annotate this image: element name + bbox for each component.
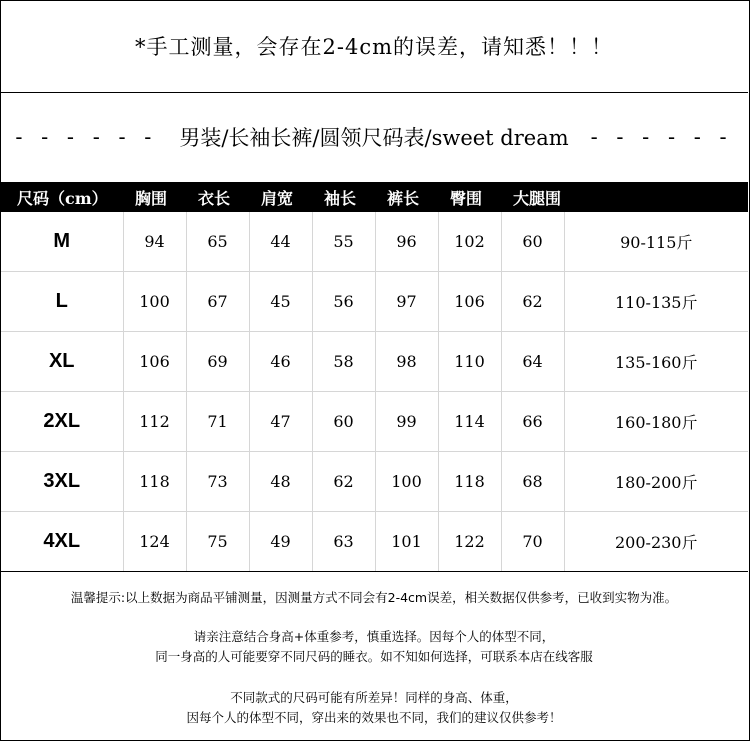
header-pants-length: 裤长 bbox=[375, 182, 438, 212]
table-cell: 100 bbox=[375, 452, 438, 512]
table-cell: 55 bbox=[312, 212, 375, 272]
footer-tip: 温馨提示:以上数据为商品平铺测量，因测量方式不同会有2-4cm误差，相关数据仅供参考，已收到实物为准。 bbox=[70, 590, 678, 605]
table-cell: 102 bbox=[438, 212, 501, 272]
size-label-cell: M bbox=[1, 212, 123, 272]
table-row bbox=[1, 392, 748, 452]
table-cell: 70 bbox=[501, 512, 564, 572]
size-label-cell: 2XL bbox=[1, 392, 123, 452]
header-shoulder: 肩宽 bbox=[249, 182, 312, 212]
table-cell: 64 bbox=[501, 332, 564, 392]
table-cell: 68 bbox=[501, 452, 564, 512]
title-dashes-left: - - - - - - bbox=[15, 125, 158, 149]
footer-advice-2: 同一身高的人可能要穿不同尺码的睡衣。如不知如何选择，可联系本店在线客服 bbox=[155, 649, 593, 664]
measurement-notice: *手工测量，会存在2-4cm的误差，请知悉！！！ bbox=[0, 0, 748, 93]
table-cell: 67 bbox=[186, 272, 249, 332]
table-cell: 56 bbox=[312, 272, 375, 332]
table-cell: 160-180斤 bbox=[564, 392, 748, 452]
table-row bbox=[1, 332, 748, 392]
table-cell: 62 bbox=[312, 452, 375, 512]
header-chest: 胸围 bbox=[123, 182, 186, 212]
table-cell: 47 bbox=[249, 392, 312, 452]
header-thigh: 大腿围 bbox=[501, 182, 564, 212]
header-sleeve: 袖长 bbox=[312, 182, 375, 212]
table-header-row bbox=[1, 182, 748, 212]
table-cell: 44 bbox=[249, 212, 312, 272]
table-cell: 96 bbox=[375, 212, 438, 272]
table-cell: 65 bbox=[186, 212, 249, 272]
footer-disclaimer-2: 因每个人的体型不同，穿出来的效果也不同，我们的建议仅供参考！ bbox=[186, 710, 562, 725]
table-cell: 135-160斤 bbox=[564, 332, 748, 392]
table-cell: 45 bbox=[249, 272, 312, 332]
table-cell: 97 bbox=[375, 272, 438, 332]
size-label-cell: 4XL bbox=[1, 512, 123, 572]
header-size: 尺码（cm） bbox=[1, 182, 123, 212]
footer-notes bbox=[0, 574, 748, 728]
table-row bbox=[1, 512, 748, 572]
table-cell: 98 bbox=[375, 332, 438, 392]
table-cell: 99 bbox=[375, 392, 438, 452]
table-cell: 101 bbox=[375, 512, 438, 572]
table-cell: 46 bbox=[249, 332, 312, 392]
table-cell: 71 bbox=[186, 392, 249, 452]
table-cell: 122 bbox=[438, 512, 501, 572]
title-text: 男装/长袖长裤/圆领尺码表/sweet dream bbox=[179, 126, 569, 150]
table-cell: 60 bbox=[312, 392, 375, 452]
table-cell: 60 bbox=[501, 212, 564, 272]
header-length: 衣长 bbox=[186, 182, 249, 212]
table-cell: 118 bbox=[123, 452, 186, 512]
table-cell: 106 bbox=[123, 332, 186, 392]
table-cell: 110 bbox=[438, 332, 501, 392]
title-dashes-right: - - - - - - bbox=[590, 125, 733, 149]
size-label-cell: L bbox=[1, 272, 123, 332]
table-cell: 112 bbox=[123, 392, 186, 452]
table-cell: 66 bbox=[501, 392, 564, 452]
table-cell: 200-230斤 bbox=[564, 512, 748, 572]
table-row bbox=[1, 212, 748, 272]
table-cell: 73 bbox=[186, 452, 249, 512]
header-weight bbox=[564, 182, 748, 212]
table-cell: 75 bbox=[186, 512, 249, 572]
table-cell: 114 bbox=[438, 392, 501, 452]
table-cell: 90-115斤 bbox=[564, 212, 748, 272]
table-cell: 118 bbox=[438, 452, 501, 512]
table-cell: 94 bbox=[123, 212, 186, 272]
size-label-cell: XL bbox=[1, 332, 123, 392]
table-cell: 110-135斤 bbox=[564, 272, 748, 332]
chart-title bbox=[0, 93, 748, 181]
table-row bbox=[1, 452, 748, 512]
size-label-cell: 3XL bbox=[1, 452, 123, 512]
table-cell: 180-200斤 bbox=[564, 452, 748, 512]
table-cell: 63 bbox=[312, 512, 375, 572]
table-cell: 58 bbox=[312, 332, 375, 392]
table-cell: 124 bbox=[123, 512, 186, 572]
size-table bbox=[1, 182, 748, 572]
table-cell: 48 bbox=[249, 452, 312, 512]
table-cell: 69 bbox=[186, 332, 249, 392]
footer-advice-1: 请亲注意结合身高+体重参考，慎重选择。因每个人的体型不同， bbox=[193, 629, 555, 644]
table-row bbox=[1, 272, 748, 332]
table-cell: 49 bbox=[249, 512, 312, 572]
table-cell: 62 bbox=[501, 272, 564, 332]
table-cell: 100 bbox=[123, 272, 186, 332]
table-cell: 106 bbox=[438, 272, 501, 332]
footer-disclaimer-1: 不同款式的尺码可能有所差异！同样的身高、体重， bbox=[230, 690, 518, 705]
header-hip: 臀围 bbox=[438, 182, 501, 212]
